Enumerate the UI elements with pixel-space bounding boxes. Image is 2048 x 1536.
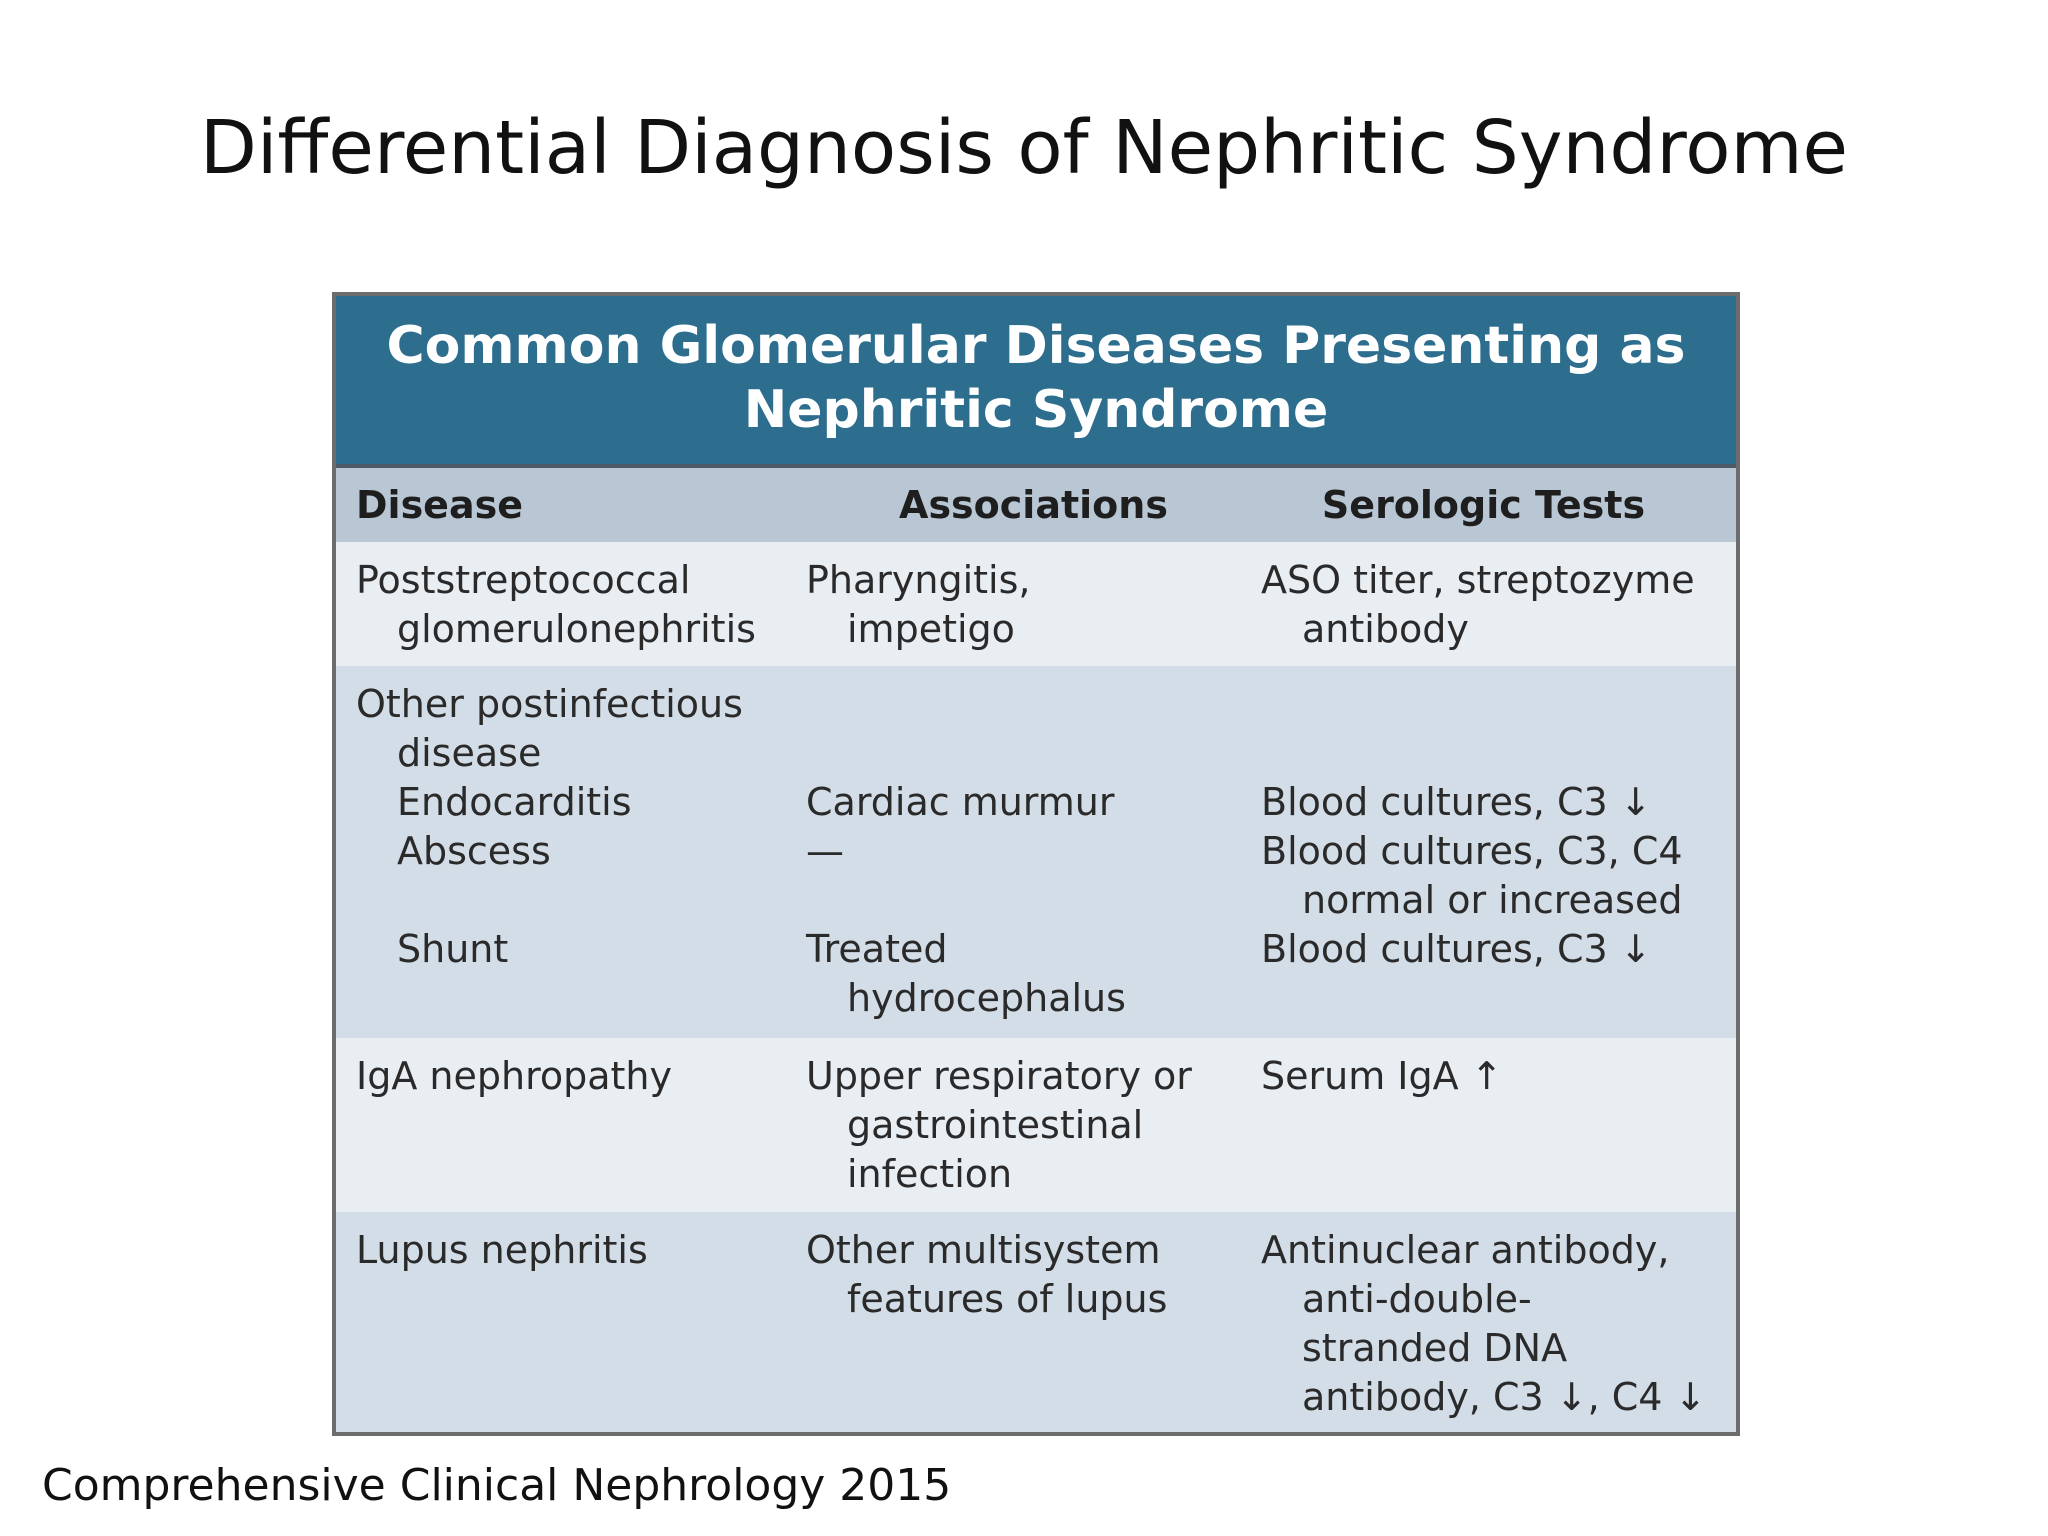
cell-line: stranded DNA: [1302, 1326, 1568, 1370]
diseases-table: [332, 292, 1740, 1436]
cell-associations: [806, 556, 1261, 666]
cell-line: normal or increased: [1302, 878, 1683, 922]
cell-spacer: [806, 876, 1261, 925]
cell-line: Other multisystem: [806, 1228, 1161, 1272]
header-associations: Associations: [899, 483, 1168, 527]
table-row: [336, 1038, 1736, 1212]
cell-associations: [806, 1226, 1261, 1436]
table-title-line-1: Common Glomerular Diseases Presenting as: [386, 316, 1686, 376]
table-title-line-2: Nephritic Syndrome: [743, 380, 1329, 440]
cell-spacer: [356, 876, 806, 925]
cell-associations: [806, 680, 1261, 1038]
citation: Comprehensive Clinical Nephrology 2015: [42, 1460, 952, 1511]
slide-title: Differential Diagnosis of Nephritic Syndrome: [199, 105, 1849, 191]
cell-line: Pharyngitis,: [806, 558, 1031, 602]
table-header-row: [336, 468, 1736, 542]
cell-line: Lupus nephritis: [356, 1228, 648, 1272]
cell-line: infection: [847, 1152, 1013, 1196]
cell-line: Poststreptococcal: [356, 558, 691, 602]
cell-line: glomerulonephritis: [397, 607, 756, 651]
cell-line: gastrointestinal: [847, 1103, 1144, 1147]
cell-disease: [336, 1052, 806, 1212]
cell-disease: [336, 1226, 806, 1436]
cell-line: Cardiac murmur: [806, 780, 1115, 824]
header-disease: Disease: [356, 483, 523, 527]
cell-disease: [336, 556, 806, 666]
cell-line: —: [806, 829, 844, 873]
cell-line: Serum IgA ↑: [1261, 1054, 1503, 1098]
cell-serologic: [1261, 556, 1736, 666]
cell-line: impetigo: [847, 607, 1015, 651]
cell-associations: [806, 1052, 1261, 1212]
cell-line: features of lupus: [847, 1277, 1168, 1321]
cell-line: Shunt: [397, 927, 509, 971]
cell-line: disease: [397, 731, 542, 775]
cell-spacer: [806, 729, 1261, 778]
cell-line: Endocarditis: [397, 780, 632, 824]
table-title: [336, 296, 1736, 468]
cell-line: hydrocephalus: [847, 976, 1126, 1020]
table-row: [336, 542, 1736, 666]
cell-line: anti-double-: [1302, 1277, 1532, 1321]
cell-line: IgA nephropathy: [356, 1054, 672, 1098]
cell-serologic: [1261, 680, 1736, 1038]
table-row: [336, 666, 1736, 1038]
cell-line: ASO titer, streptozyme: [1261, 558, 1695, 602]
cell-serologic: [1261, 1226, 1736, 1436]
cell-line: antibody, C3 ↓, C4 ↓: [1302, 1375, 1707, 1419]
cell-spacer: [806, 680, 1261, 729]
cell-line: Abscess: [397, 829, 551, 873]
cell-line: antibody: [1302, 607, 1469, 651]
cell-spacer: [1261, 729, 1736, 778]
table-row: [336, 1212, 1736, 1436]
cell-serologic: [1261, 1052, 1736, 1212]
cell-line: Blood cultures, C3 ↓: [1261, 780, 1652, 824]
cell-disease: [336, 680, 806, 1038]
cell-line: Other postinfectious: [356, 682, 743, 726]
cell-line: Blood cultures, C3, C4: [1261, 829, 1683, 873]
header-serologic-tests: Serologic Tests: [1321, 483, 1646, 527]
cell-line: Antinuclear antibody,: [1261, 1228, 1670, 1272]
cell-line: Treated: [806, 927, 948, 971]
cell-spacer: [1261, 680, 1736, 729]
cell-line: Upper respiratory or: [806, 1054, 1192, 1098]
cell-line: Blood cultures, C3 ↓: [1261, 927, 1652, 971]
